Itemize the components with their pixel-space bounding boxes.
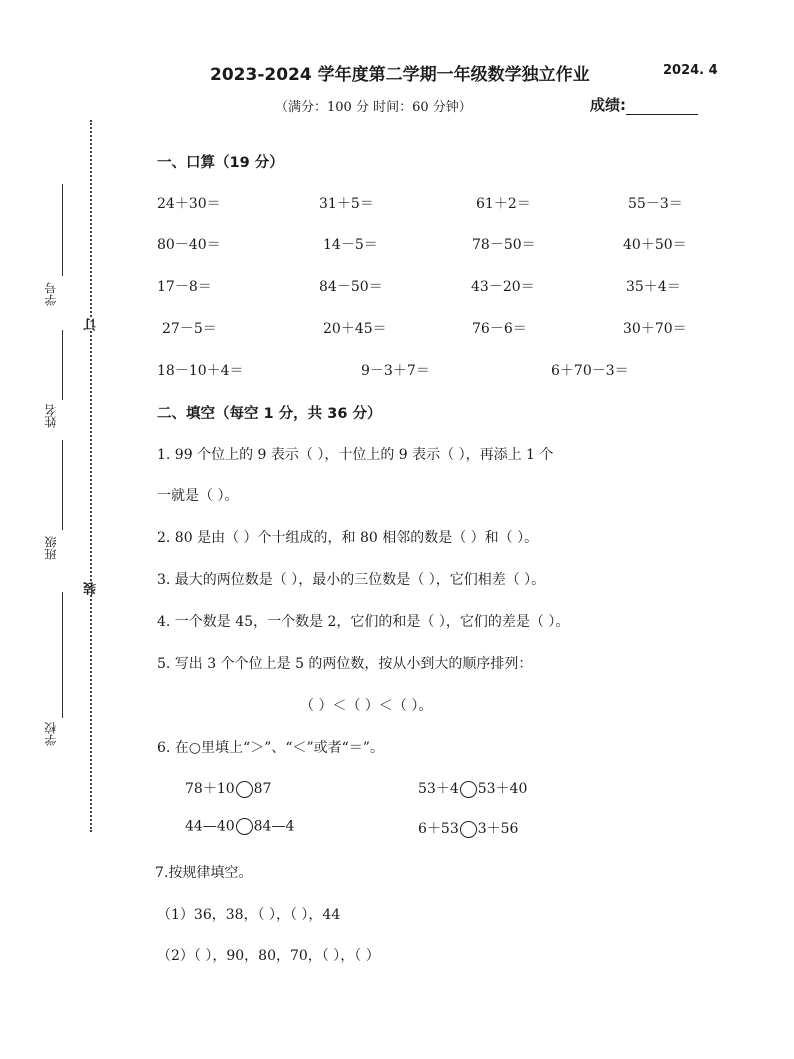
exam-info: （满分：100 分 时间：60 分钟） bbox=[275, 100, 472, 115]
oral-calc-item: 78－50＝ bbox=[472, 237, 536, 253]
binding-dotted-line bbox=[90, 120, 92, 832]
oral-calc-item: 6＋70－3＝ bbox=[551, 363, 629, 379]
school-line bbox=[62, 592, 63, 718]
oral-calc-item: 61＋2＝ bbox=[476, 196, 531, 212]
oral-calc-item: 35＋4＝ bbox=[626, 279, 681, 295]
oral-calc-item: 18－10＋4＝ bbox=[157, 363, 244, 379]
exam-date: 2024. 4 bbox=[663, 63, 718, 78]
question-3: 3. 最大的两位数是（ ），最小的三位数是（ ），它们相差（ ）。 bbox=[157, 572, 546, 588]
oral-calc-item: 40＋50＝ bbox=[623, 237, 687, 253]
name-line bbox=[62, 330, 63, 400]
compare-right: 84—4 bbox=[253, 818, 295, 835]
question-4: 4. 一个数是 45，一个数是 2，它们的和是（ ），它们的差是（ ）。 bbox=[157, 614, 570, 630]
compare-circle[interactable] bbox=[236, 781, 253, 798]
oral-calc-item: 84－50＝ bbox=[319, 279, 383, 295]
oral-calc-item: 20＋45＝ bbox=[323, 321, 387, 337]
question-7: 7.按规律填空。 bbox=[155, 865, 253, 881]
class-label: 班级 bbox=[44, 536, 58, 560]
page-title: 2023-2024 学年度第二学期一年级数学独立作业 bbox=[210, 65, 590, 85]
binding-mark-ding: 订 bbox=[84, 318, 99, 331]
score-field[interactable] bbox=[590, 94, 698, 115]
question-2: 2. 80 是由（ ）个十组成的，和 80 相邻的数是（ ）和（ ）。 bbox=[157, 530, 539, 546]
oral-calc-item: 9－3＋7＝ bbox=[361, 363, 430, 379]
section-1-heading: 一、口算（19 分） bbox=[157, 155, 284, 171]
compare-right: 53＋40 bbox=[477, 781, 528, 797]
compare-left: 53＋4 bbox=[418, 781, 459, 797]
compare-item bbox=[418, 778, 527, 798]
oral-calc-item: 76－6＝ bbox=[472, 321, 527, 337]
oral-calc-item: 24＋30＝ bbox=[157, 196, 221, 212]
compare-circle[interactable] bbox=[460, 821, 477, 838]
compare-left: 78＋10 bbox=[185, 781, 235, 797]
question-7-1: （1）36，38，（ ），（ ），44 bbox=[157, 907, 341, 923]
compare-right: 87 bbox=[253, 781, 272, 797]
compare-item bbox=[185, 778, 271, 798]
compare-right: 3＋56 bbox=[477, 821, 519, 837]
compare-item bbox=[185, 818, 294, 835]
question-5: 5. 写出 3 个个位上是 5 的两位数，按从小到大的顺序排列： bbox=[157, 656, 533, 672]
oral-calc-item: 14－5＝ bbox=[323, 237, 378, 253]
oral-calc-item: 80－40＝ bbox=[157, 237, 221, 253]
oral-calc-item: 17－8＝ bbox=[157, 279, 212, 295]
compare-left: 6＋53 bbox=[418, 821, 459, 837]
student-id-line bbox=[62, 184, 63, 276]
score-label: 成绩: bbox=[590, 96, 626, 114]
question-6: 6. 在○里填上“＞”、“＜”或者“＝”。 bbox=[157, 740, 384, 756]
oral-calc-item: 43－20＝ bbox=[471, 279, 535, 295]
binding-mark-zhuang: 装 bbox=[84, 582, 99, 595]
oral-calc-item: 55－3＝ bbox=[628, 196, 683, 212]
compare-left: 44—40 bbox=[185, 818, 235, 835]
question-1-line-1: 1. 99 个位上的 9 表示（ ），十位上的 9 表示（ ），再添上 1 个 bbox=[157, 447, 554, 463]
compare-circle[interactable] bbox=[236, 818, 253, 835]
name-label: 姓名 bbox=[44, 404, 58, 428]
score-blank[interactable] bbox=[626, 100, 698, 115]
question-1-line-2: 一就是（ ）。 bbox=[157, 488, 239, 504]
question-7-2: （2）（ ），90，80，70，（ ），（ ） bbox=[157, 948, 380, 964]
oral-calc-item: 27－5＝ bbox=[162, 321, 217, 337]
section-2-heading: 二、填空（每空 1 分，共 36 分） bbox=[157, 406, 382, 422]
compare-circle[interactable] bbox=[460, 781, 477, 798]
oral-calc-item: 30＋70＝ bbox=[623, 321, 687, 337]
class-line bbox=[62, 440, 63, 530]
student-id-label: 学号 bbox=[44, 282, 58, 306]
question-5-blanks: （ ）＜（ ）＜（ ）。 bbox=[300, 698, 433, 714]
compare-item bbox=[418, 818, 518, 838]
oral-calc-item: 31＋5＝ bbox=[319, 196, 374, 212]
school-label: 学校 bbox=[44, 722, 58, 746]
